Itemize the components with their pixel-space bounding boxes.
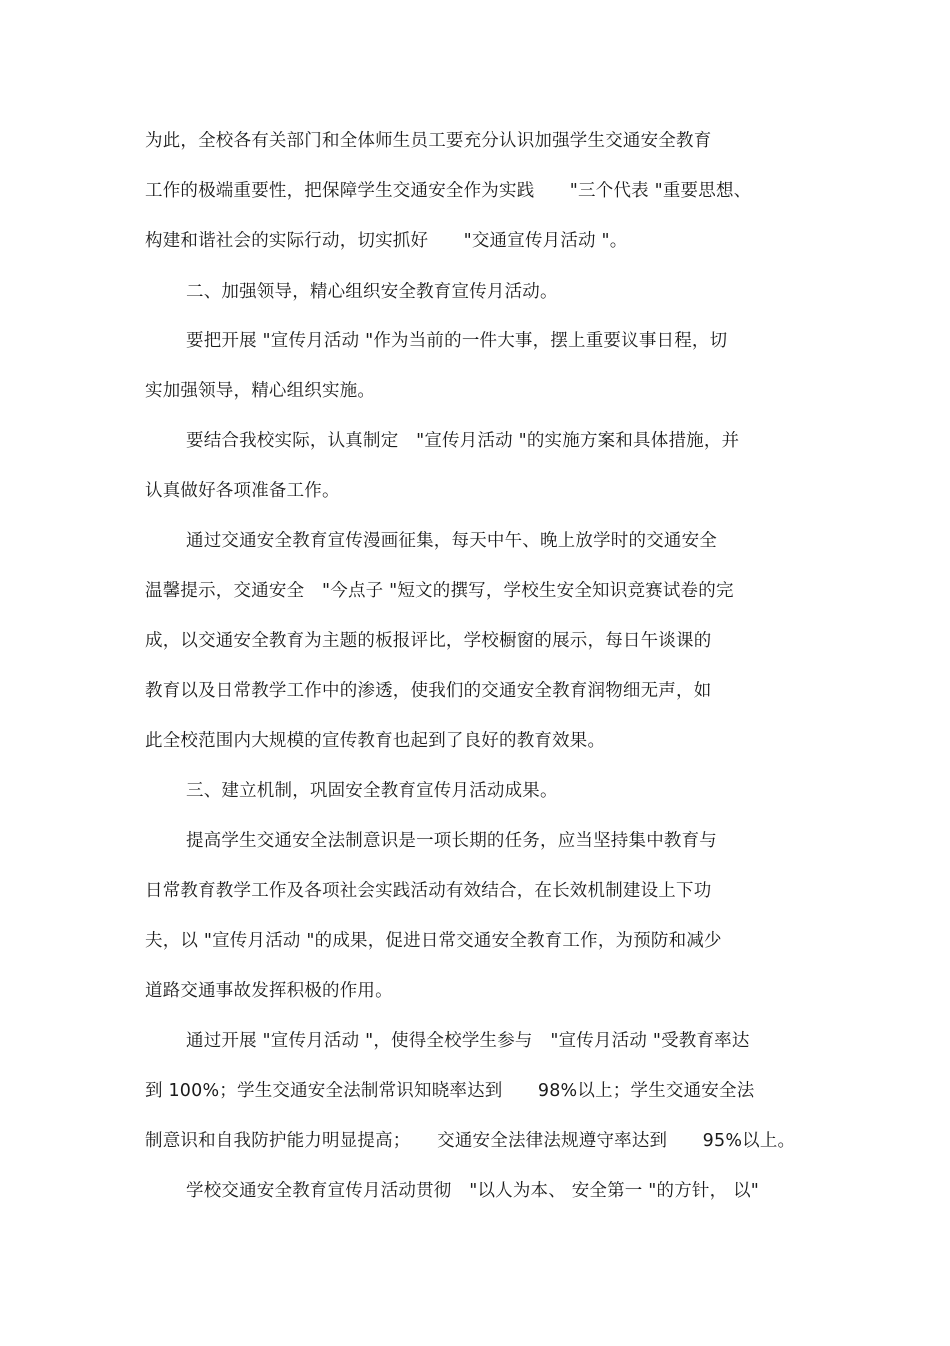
body-text-line: 成，以交通安全教育为主题的板报评比，学校橱窗的展示，每日午谈课的 xyxy=(145,631,712,651)
body-text-line: 要把开展 "宣传月活动 "作为当前的一件大事，摆上重要议事日程，切 xyxy=(186,331,728,351)
body-text-line: 夫，以 "宣传月活动 "的成果，促进日常交通安全教育工作，为预防和减少 xyxy=(145,931,722,951)
section-heading: 二、加强领导，精心组织安全教育宣传月活动。 xyxy=(186,282,558,302)
body-text-line: 构建和谐社会的实际行动，切实抓好 "交通宣传月活动 "。 xyxy=(145,231,628,251)
body-text-line: 道路交通事故发挥积极的作用。 xyxy=(145,981,393,1001)
body-text-line: 通过开展 "宣传月活动 "，使得全校学生参与 "宣传月活动 "受教育率达 xyxy=(186,1031,750,1051)
body-text-line: 此全校范围内大规模的宣传教育也起到了良好的教育效果。 xyxy=(145,731,606,751)
body-text-line: 通过交通安全教育宣传漫画征集，每天中午、晚上放学时的交通安全 xyxy=(186,531,717,551)
body-text-line: 为此，全校各有关部门和全体师生员工要充分认识加强学生交通安全教育 xyxy=(145,131,712,151)
body-text-line: 到 100%；学生交通安全法制常识知晓率达到 98%以上；学生交通安全法 xyxy=(145,1081,755,1101)
section-heading: 三、建立机制，巩固安全教育宣传月活动成果。 xyxy=(186,781,558,801)
body-text-line: 要结合我校实际，认真制定 "宣传月活动 "的实施方案和具体措施，并 xyxy=(186,431,740,451)
body-text-line: 学校交通安全教育宣传月活动贯彻 "以人为本、 安全第一 "的方针， 以" xyxy=(186,1181,760,1201)
body-text-line: 温馨提示，交通安全 "今点子 "短文的撰写，学校生安全知识竞赛试卷的完 xyxy=(145,581,734,601)
body-text-line: 日常教育教学工作及各项社会实践活动有效结合，在长效机制建设上下功 xyxy=(145,881,712,901)
body-text-line: 教育以及日常教学工作中的渗透，使我们的交通安全教育润物细无声，如 xyxy=(145,681,712,701)
body-text-line: 制意识和自我防护能力明显提高； 交通安全法律法规遵守率达到 95%以上。 xyxy=(145,1131,796,1151)
body-text-line: 工作的极端重要性，把保障学生交通安全作为实践 "三个代表 "重要思想、 xyxy=(145,181,752,201)
body-text-line: 提高学生交通安全法制意识是一项长期的任务，应当坚持集中教育与 xyxy=(186,831,717,851)
body-text-line: 认真做好各项准备工作。 xyxy=(145,481,340,501)
body-text-line: 实加强领导，精心组织实施。 xyxy=(145,381,376,401)
